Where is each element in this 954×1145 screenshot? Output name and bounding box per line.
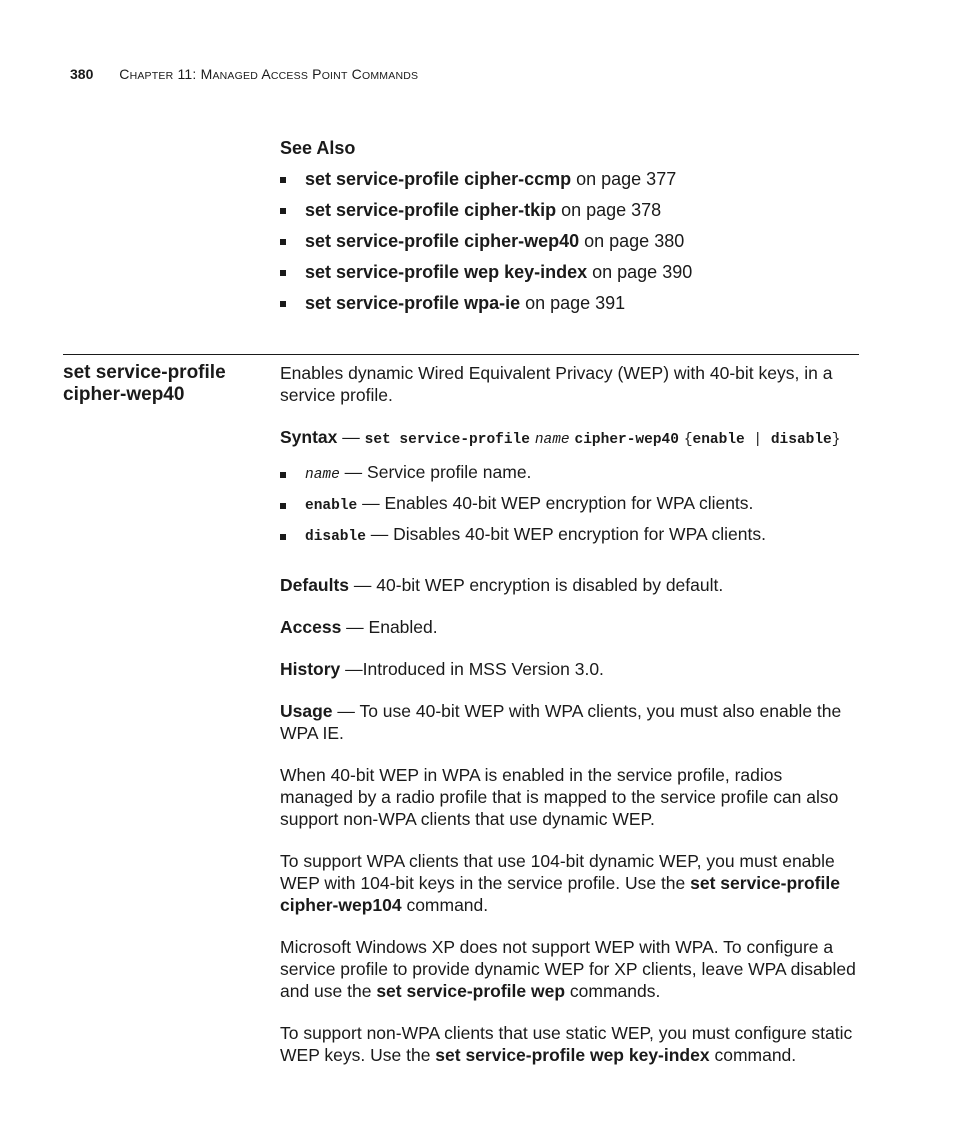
access: Access — Enabled. — [280, 617, 438, 637]
usage-paragraph: Microsoft Windows XP does not support WEP with WPA. To configure a service profile to provide dynamic WEP for XP clients, leave WPA disabled and use the set service-profile wep commands. — [280, 937, 856, 1001]
description: Enables dynamic Wired Equivalent Privacy (WEP) with 40-bit keys, in a service profile. — [280, 363, 833, 405]
section-body — [280, 362, 860, 1086]
bullet-icon — [280, 208, 286, 214]
syntax-line: Syntax — set service-profile name cipher-wep40 {enable | disable} — [280, 427, 841, 448]
see-also-item[interactable]: set service-profile wep key-index on page 390 — [280, 260, 860, 291]
history: History —Introduced in MSS Version 3.0. — [280, 659, 604, 679]
bullet-icon — [280, 177, 286, 183]
parameter-list — [280, 461, 860, 554]
parameter-item: enable — Enables 40-bit WEP encryption for WPA clients. — [280, 492, 860, 523]
bullet-icon — [280, 270, 286, 276]
see-also-item[interactable]: set service-profile cipher-tkip on page 378 — [280, 198, 860, 229]
usage: Usage — To use 40-bit WEP with WPA clients, you must also enable the WPA IE. — [280, 701, 842, 743]
bullet-icon — [280, 472, 286, 478]
bullet-icon — [280, 239, 286, 245]
defaults: Defaults — 40-bit WEP encryption is disabled by default. — [280, 575, 724, 595]
usage-paragraph: To support non-WPA clients that use static WEP, you must configure static WEP keys. Use the set service-profile wep key-index command. — [280, 1023, 853, 1065]
parameter-item: name — Service profile name. — [280, 461, 860, 492]
running-header — [70, 66, 418, 82]
see-also-list — [280, 167, 860, 322]
see-also-item[interactable]: set service-profile cipher-wep40 on page 380 — [280, 229, 860, 260]
usage-paragraph: To support WPA clients that use 104-bit dynamic WEP, you must enable WEP with 104-bit keys in the service profile. Use the set service-profile cipher-wep104 command. — [280, 851, 840, 915]
see-also-section — [280, 138, 860, 322]
see-also-item[interactable]: set service-profile cipher-ccmp on page 377 — [280, 167, 860, 198]
bullet-icon — [280, 503, 286, 509]
see-also-heading: See Also — [280, 138, 356, 158]
usage-paragraph: When 40-bit WEP in WPA is enabled in the service profile, radios managed by a radio profile that is mapped to the service profile can also support non-WPA clients that use dynamic WEP. — [280, 765, 839, 829]
see-also-item[interactable]: set service-profile wpa-ie on page 391 — [280, 291, 860, 322]
chapter-title: CHAPTER 11: MANAGED ACCESS POINT COMMANDS — [119, 66, 419, 82]
section-title: set service-profile cipher-wep40 — [63, 362, 226, 405]
parameter-item: disable — Disables 40-bit WEP encryption for WPA clients. — [280, 523, 860, 554]
bullet-icon — [280, 301, 286, 307]
bullet-icon — [280, 534, 286, 540]
page-number: 380 — [70, 66, 94, 82]
section-divider — [63, 354, 859, 355]
